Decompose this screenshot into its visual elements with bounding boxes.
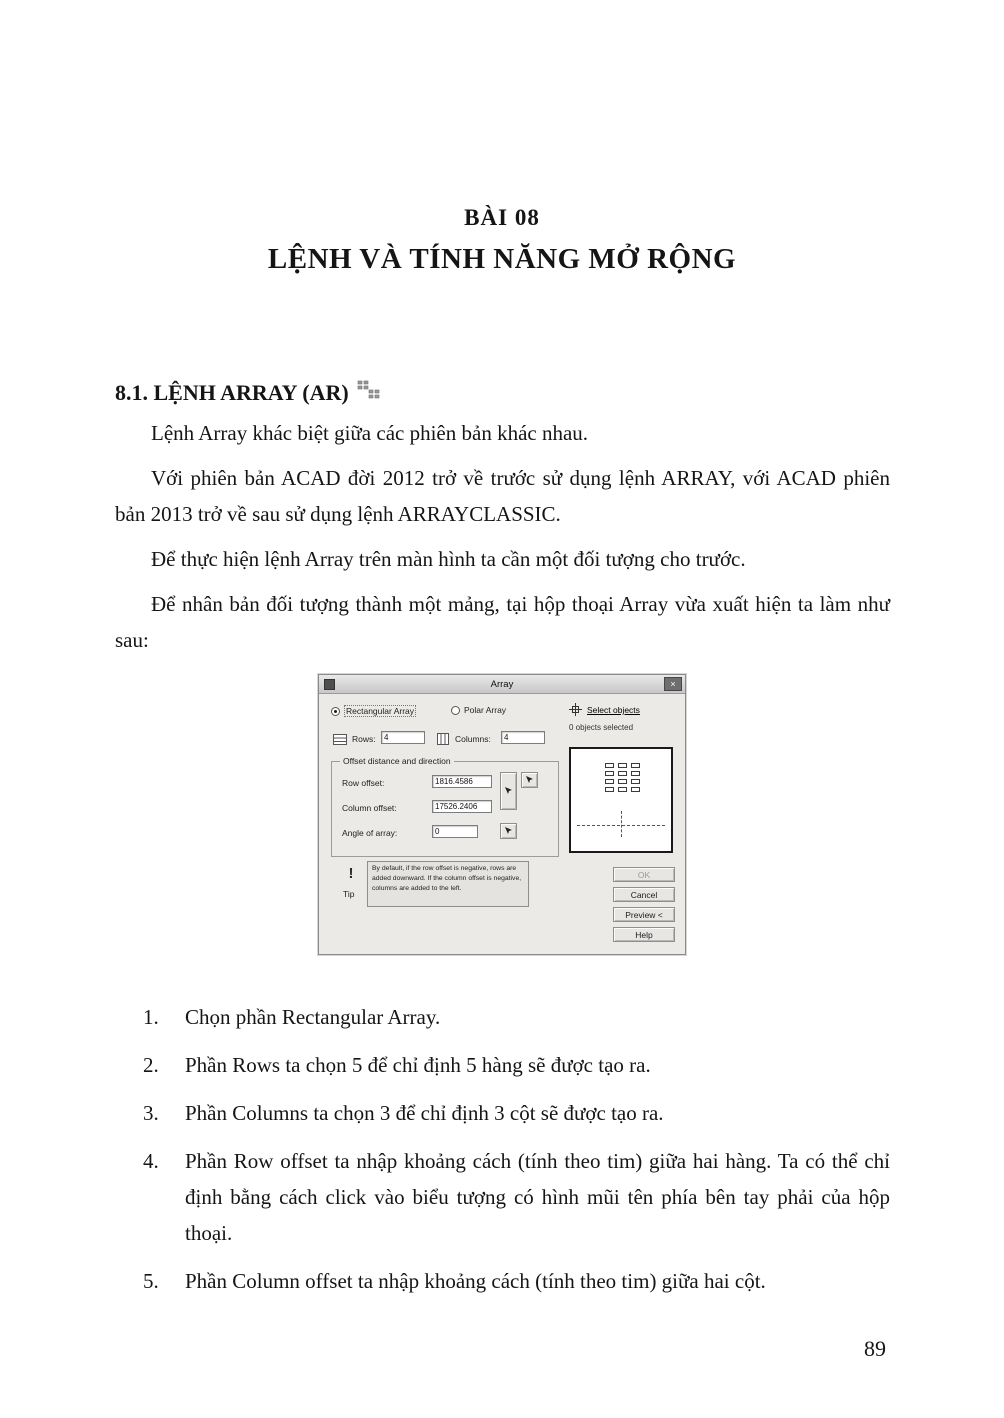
array-dialog-figure (318, 674, 686, 955)
rows-icon (333, 734, 347, 747)
preview-button[interactable]: Preview < (613, 907, 675, 922)
objects-selected-text: 0 objects selected (569, 723, 634, 732)
polar-array-label: Polar Array (464, 705, 507, 715)
offset-group (331, 756, 559, 857)
tip-label: Tip (343, 889, 355, 899)
lesson-label: BÀI 08 (464, 205, 540, 230)
tip-text: By default, if the row offset is negative, rows are added downward. If the column offset is negative, columns are added to the left. (367, 861, 529, 907)
list-item (115, 1263, 890, 1299)
help-button[interactable]: Help (613, 927, 675, 942)
list-item-number: 4. (143, 1149, 159, 1173)
rows-label: Rows: (352, 734, 376, 744)
offset-group-title: Offset distance and direction (340, 756, 454, 766)
columns-icon (437, 733, 449, 747)
pick-arrow-icon (504, 826, 514, 836)
array-icon (357, 380, 381, 406)
list-item (115, 1095, 890, 1131)
list-item-number: 3. (143, 1101, 159, 1125)
array-preview-panel (569, 747, 673, 853)
list-item-text: Phần Column offset ta nhập khoảng cách (tính theo tim) giữa hai cột. (185, 1269, 766, 1293)
list-item-number: 1. (143, 1005, 159, 1029)
array-dialog (318, 674, 686, 955)
pick-arrow-icon (504, 786, 514, 796)
numbered-steps (115, 999, 890, 1299)
angle-of-array-label: Angle of array: (342, 828, 398, 838)
columns-input[interactable] (501, 731, 545, 744)
angle-of-array-input[interactable] (432, 825, 478, 838)
page-title: LỆNH VÀ TÍNH NĂNG MỞ RỘNG (267, 243, 737, 275)
pick-both-offsets-button[interactable] (500, 772, 517, 810)
rows-input[interactable] (381, 731, 425, 744)
paragraph: Với phiên bản ACAD đời 2012 trở về trước sử dụng lệnh ARRAY, với ACAD phiên bản 2013 trở về sau sử dụng lệnh ARRAYCLASSIC. (115, 466, 890, 526)
row-offset-input[interactable] (432, 775, 492, 788)
select-objects-button[interactable] (569, 701, 640, 719)
columns-label: Columns: (455, 734, 491, 744)
section-heading (115, 380, 890, 406)
tip-exclamation-icon: ! (348, 865, 354, 882)
column-offset-label: Column offset: (342, 803, 397, 813)
paragraph: Để nhân bản đối tượng thành một mảng, tại hộp thoại Array vừa xuất hiện ta làm như sau: (115, 592, 890, 652)
section-heading-text: 8.1. LỆNH ARRAY (AR) (115, 380, 349, 405)
rectangular-array-radio[interactable] (331, 705, 416, 717)
list-item-text: Phần Rows ta chọn 5 để chỉ định 5 hàng sẽ được tạo ra. (185, 1053, 651, 1077)
pick-row-offset-button[interactable] (521, 772, 538, 788)
paragraph: Lệnh Array khác biệt giữa các phiên bản khác nhau. (151, 421, 589, 445)
pick-arrow-icon (525, 775, 535, 785)
list-item-text: Chọn phần Rectangular Array. (185, 1005, 441, 1029)
list-item (115, 999, 890, 1035)
dialog-titlebar (319, 675, 685, 694)
radio-unselected-icon (451, 706, 460, 715)
pick-crosshair-icon (569, 703, 582, 718)
radio-selected-icon (331, 707, 340, 716)
paragraph: Để thực hiện lệnh Array trên màn hình ta cần một đối tượng cho trước. (151, 547, 746, 571)
polar-array-radio[interactable] (451, 705, 506, 715)
array-preview-grid (605, 763, 640, 792)
dialog-title: Array (490, 679, 514, 690)
close-icon[interactable]: × (664, 677, 682, 691)
cancel-button[interactable]: Cancel (613, 887, 675, 902)
ok-button[interactable]: OK (613, 867, 675, 882)
row-offset-label: Row offset: (342, 778, 385, 788)
column-offset-input[interactable] (432, 800, 492, 813)
list-item-text: Phần Row offset ta nhập khoảng cách (tính theo tim) giữa hai hàng. Ta có thể chỉ định bằng cách click vào biểu tượng có hình mũi tên phía bên tay phải của hộp thoại. (185, 1149, 890, 1245)
pick-angle-button[interactable] (500, 823, 517, 839)
rectangular-array-label: Rectangular Array (346, 706, 415, 716)
select-objects-label: Select objects (587, 705, 640, 715)
list-item-number: 2. (143, 1053, 159, 1077)
preview-centerline-v (621, 811, 622, 837)
list-item-number: 5. (143, 1269, 159, 1293)
list-item (115, 1047, 890, 1083)
list-item-text: Phần Columns ta chọn 3 để chỉ định 3 cột sẽ được tạo ra. (185, 1101, 664, 1125)
page-number: 89 (864, 1336, 886, 1361)
list-item (115, 1143, 890, 1251)
